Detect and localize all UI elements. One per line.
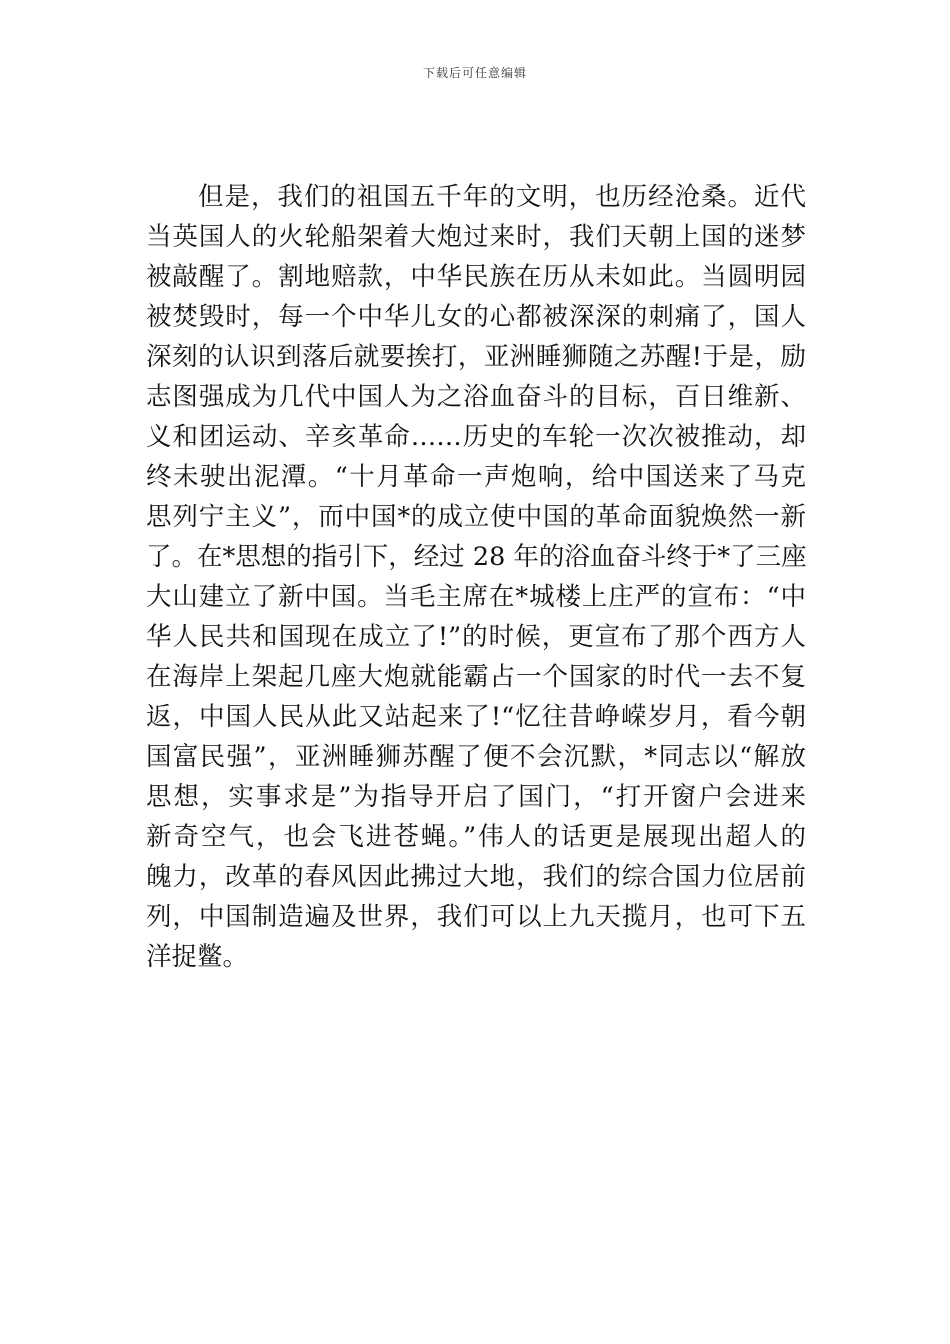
text-line: 当英国人的火轮船架着大炮过来时，我们天朝上国的迷梦 (146, 222, 806, 252)
text-line: 在海岸上架起几座大炮就能霸占一个国家的时代一去不复 (146, 662, 806, 692)
text-line: 终未驶出泥潭。“十月革命一声炮响，给中国送来了马克 (146, 462, 806, 492)
text-line: 但是，我们的祖国五千年的文明，也历经沧桑。近代 (198, 182, 806, 212)
text-line: 深刻的认识到落后就要挨打，亚洲睡狮随之苏醒!于是，励 (146, 342, 806, 372)
header-note: 下载后可任意编辑 (422, 66, 527, 80)
text-line: 新奇空气，也会飞进苍蝇。”伟人的话更是展现出超人的 (146, 822, 806, 852)
body-paragraph (146, 177, 806, 977)
text-line: 洋捉鳖。 (146, 942, 249, 972)
text-line: 思列宁主义”，而中国*的成立使中国的革命面貌焕然一新 (146, 502, 806, 532)
text-line: 返，中国人民从此又站起来了!“忆往昔峥嵘岁月，看今朝 (146, 702, 806, 732)
text-line: 大山建立了新中国。当毛主席在*城楼上庄严的宣布：“中 (146, 582, 806, 612)
text-line: 义和团运动、辛亥革命……历史的车轮一次次被推动，却 (146, 422, 806, 452)
text-line: 被焚毁时，每一个中华儿女的心都被深深的刺痛了，国人 (146, 302, 806, 332)
text-line: 魄力，改革的春风因此拂过大地，我们的综合国力位居前 (146, 862, 806, 892)
text-line: 思想，实事求是”为指导开启了国门，“打开窗户会进来 (146, 782, 806, 812)
text-line: 了。在*思想的指引下，经过 28 年的浴血奋斗终于*了三座 (146, 542, 807, 572)
text-line: 志图强成为几代中国人为之浴血奋斗的目标，百日维新、 (146, 382, 806, 412)
text-line: 列，中国制造遍及世界，我们可以上九天揽月，也可下五 (146, 902, 806, 932)
text-line: 被敲醒了。割地赔款，中华民族在历从未如此。当圆明园 (146, 262, 806, 292)
text-line: 国富民强”，亚洲睡狮苏醒了便不会沉默，*同志以“解放 (146, 742, 806, 772)
text-line: 华人民共和国现在成立了!”的时候，更宣布了那个西方人 (146, 622, 806, 652)
